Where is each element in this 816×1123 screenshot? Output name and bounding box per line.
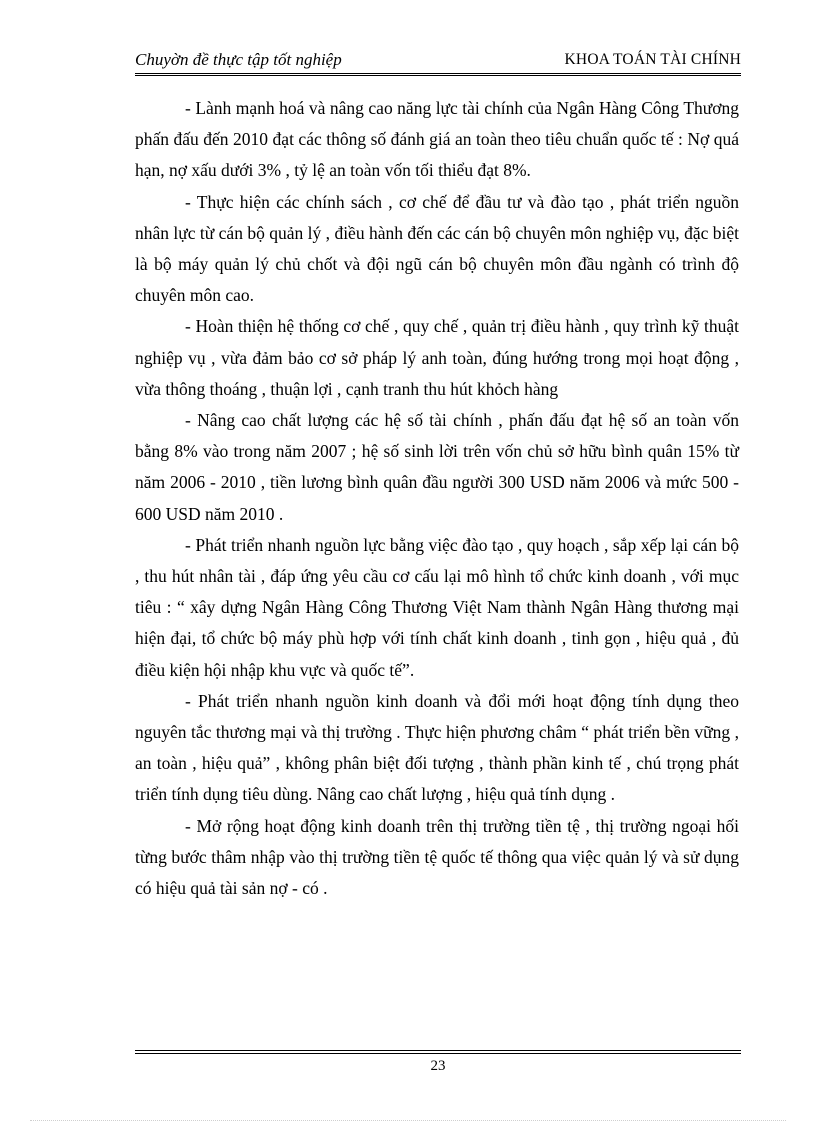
- paragraph-financial-capacity: - Lành mạnh hoá và nâng cao năng lực tài chính của Ngân Hàng Công Thương phấn đấu đến 2010 đạt các thông số đánh giá an toàn theo tiêu chuẩn quốc tế : Nợ quá hạn, nợ xấu dưới 3% , tỷ lệ an toàn vốn tối thiểu đạt 8%.: [135, 98, 739, 181]
- page-header: [135, 50, 741, 72]
- paragraph-human-resources-policy: - Thực hiện các chính sách , cơ chế để đầu tư và đào tạo , phát triển nguồn nhân lực từ cán bộ quản lý , điều hành đến các cán bộ chuyên môn nghiệp vụ, đặc biệt là bộ máy quản lý chủ chốt và đội ngũ cán bộ chuyên môn đầu ngành có trình độ chuyên môn cao.: [135, 191, 739, 306]
- header-divider: [135, 73, 741, 76]
- body-text: [135, 93, 739, 904]
- paragraph-staff-development: - Phát triển nhanh nguồn lực bằng việc đào tạo , quy hoạch , sắp xếp lại cán bộ , thu hút nhân tài , đáp ứng yêu cầu cơ cấu lại mô hình tổ chức kinh doanh , với mục tiêu : “ xây dựng Ngân Hàng Công Thương Việt Nam thành Ngân Hàng thương mại hiện đại, tổ chức bộ máy phù hợp với tính chất kinh doanh , tinh gọn , hiệu quả , đủ điều kiện hội nhập khu vực và quốc tế”.: [135, 534, 739, 680]
- paragraph-money-market-expansion: - Mở rộng hoạt động kinh doanh trên thị trường tiền tệ , thị trường ngoại hối từng bước thâm nhập vào thị trường tiền tệ quốc tế thông qua việc quản lý và sử dụng có hiệu quả tài sản nợ - có .: [135, 815, 739, 899]
- page-bottom-border: [30, 1120, 786, 1121]
- paragraph-mechanism-improvement: - Hoàn thiện hệ thống cơ chế , quy chế , quản trị điều hành , quy trình kỹ thuật nghiệp vụ , vừa đảm bảo cơ sở pháp lý anh toàn, đúng hướng trong mọi hoạt động , vừa thông thoáng , thuận lợi , cạnh tranh thu hút khỏch hàng: [135, 316, 739, 399]
- footer-divider: [135, 1050, 741, 1054]
- header-document-title: Chuyờn đề thực tập tốt nghiệp: [135, 50, 342, 69]
- header-faculty-name: KHOA TOÁN TÀI CHÍNH: [564, 51, 741, 68]
- paragraph-financial-ratios: - Nâng cao chất lượng các hệ số tài chính , phấn đấu đạt hệ số an toàn vốn bằng 8% vào trong năm 2007 ; hệ số sinh lời trên vốn chủ sở hữu bình quân 15% từ năm 2006 - 2010 , tiền lương bình quân đầu người 300 USD năm 2006 và mức 500 - 600 USD năm 2010 .: [135, 410, 739, 524]
- page-number: 23: [430, 1058, 446, 1074]
- paragraph-credit-innovation: - Phát triển nhanh nguồn kinh doanh và đổi mới hoạt động tính dụng theo nguyên tắc thương mại và thị trường . Thực hiện phương châm “ phát triển bền vững , an toàn , hiệu quả” , không phân biệt đối tượng , thành phần kinh tế , chú trọng phát triển tính dụng tiêu dùng. Nâng cao chất lượng , hiệu quả tính dụng .: [135, 690, 739, 805]
